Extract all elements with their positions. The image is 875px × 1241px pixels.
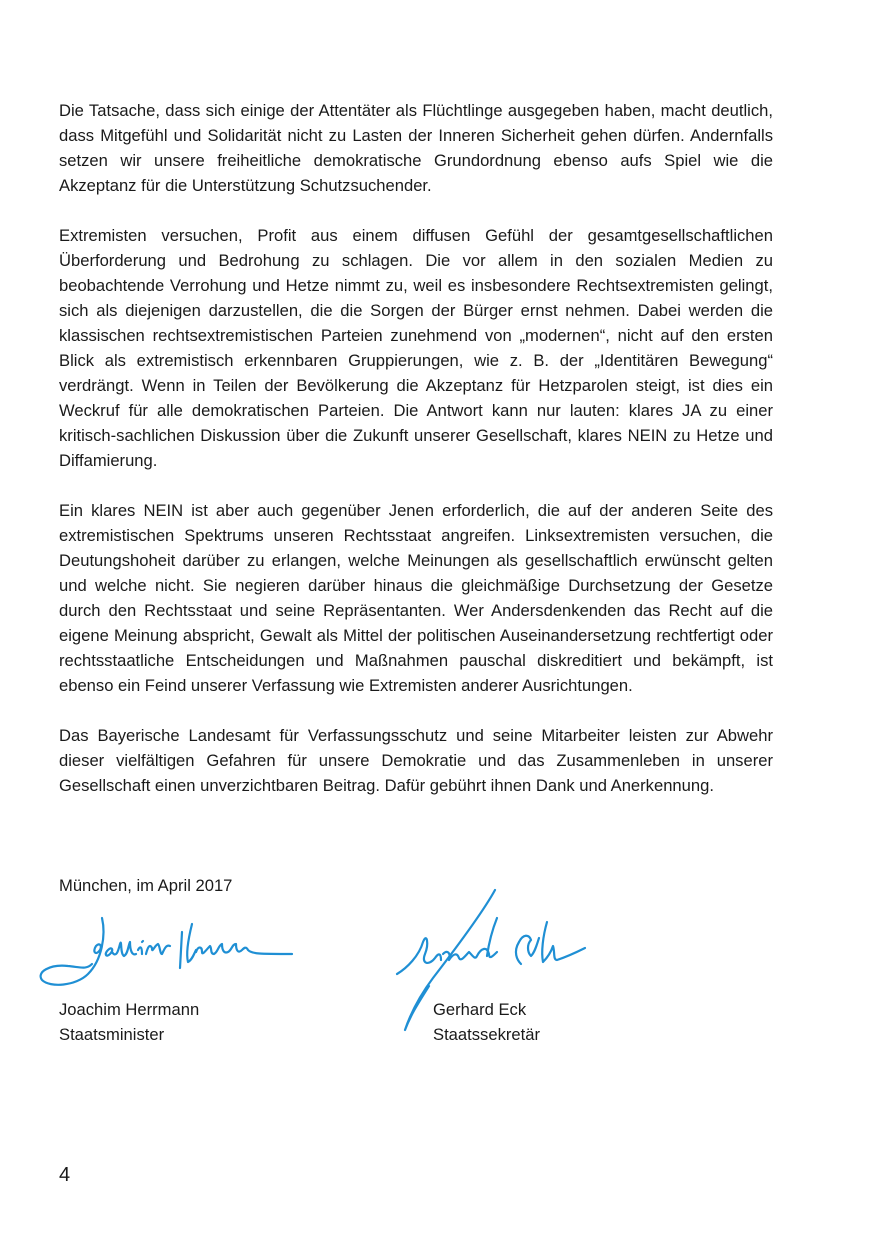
paragraph-4: Das Bayerische Landesamt für Verfassungsschutz und seine Mitarbeiter leisten zur Abwehr dieser vielfältigen Gefahren für unsere Demokratie und das Zusammenleben in unserer Gesellschaft einen unverzichtbaren Beitrag. Dafür gebührt ihnen Dank und Anerkennung. — [59, 726, 773, 795]
page-number: 4 — [59, 1164, 71, 1186]
signatory-name: Gerhard Eck — [433, 1000, 527, 1019]
signatory-title: Staatsminister — [59, 1025, 165, 1044]
signatory-eck — [433, 997, 540, 1047]
signatory-herrmann — [59, 997, 199, 1047]
date-line: München, im April 2017 — [59, 876, 233, 895]
signatory-title: Staatssekretär — [433, 1025, 540, 1044]
paragraph-2: Extremisten versuchen, Profit aus einem diffusen Gefühl der gesamtgesellschaftlichen Überforderung und Bedrohung zu schlagen. Die vor allem in den sozialen Medien zu beobachtende Verrohung und Hetze nimmt zu, weil es insbesondere Rechtsextremisten gelingt, sich als diejenigen darzustellen, die die Sorgen der Bürger ernst nehmen. Dabei werden die klassischen rechtsextremistischen Parteien zunehmend von „modernen“, nicht auf den ersten Blick als extremistisch erkennbaren Gruppierungen, wie z. B. der „Identitären Bewegung“ verdrängt. Wenn in Teilen der Bevölkerung die Akzeptanz für Hetzparolen steigt, ist dies ein Weckruf für alle demokratischen Parteien. Die Antwort kann nur lauten: klares JA zu einer kritisch-sachlichen Diskussion über die Zukunft unserer Gesellschaft, klares NEIN zu Hetze und Diffamierung. — [59, 226, 773, 470]
paragraph-1: Die Tatsache, dass sich einige der Attentäter als Flüchtlinge ausgegeben haben, macht deutlich, dass Mitgefühl und Solidarität nicht zu Lasten der Inneren Sicherheit gehen dürfen. Andernfalls setzen wir unsere freiheitliche demokratische Grundordnung ebenso aufs Spiel wie die Akzeptanz für die Unterstützung Schutzsuchender. — [59, 101, 773, 195]
letter-body — [59, 98, 773, 823]
signatory-name: Joachim Herrmann — [59, 1000, 200, 1019]
paragraph-3: Ein klares NEIN ist aber auch gegenüber Jenen erforderlich, die auf der anderen Seite des extremistischen Spektrums unseren Rechtsstaat angreifen. Linksextremisten versuchen, die Deutungshoheit darüber zu erlangen, welche Meinungen als gesellschaftlich erwünscht gelten und welche nicht. Sie negieren darüber hinaus die gleichmäßige Durchsetzung der Gesetze durch den Rechtsstaat und seine Repräsentanten. Wer Andersdenkenden das Recht auf die eigene Meinung abspricht, Gewalt als Mittel der politischen Auseinandersetzung rechtfertigt oder rechtsstaatliche Entscheidungen und Maßnahmen pauschal diskreditiert und bekämpft, ist ebenso ein Feind unserer Verfassung wie Extremisten anderer Ausrichtungen. — [59, 501, 773, 695]
signature-herrmann-icon — [36, 910, 298, 994]
